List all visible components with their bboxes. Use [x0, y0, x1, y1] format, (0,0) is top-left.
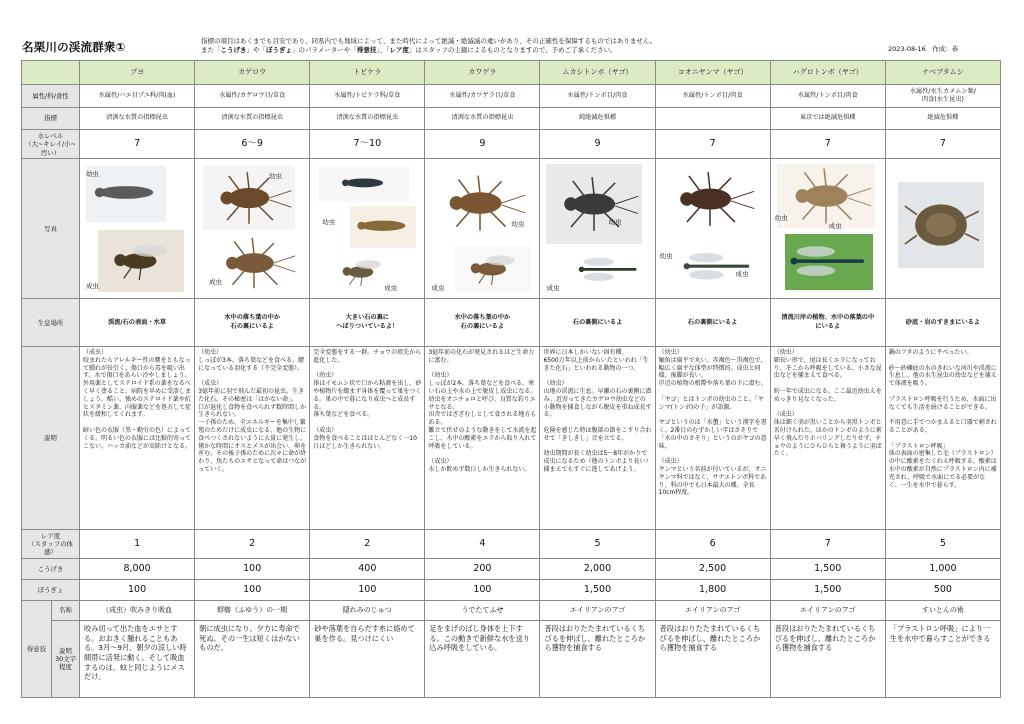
row-label-desc: 説明: [22, 347, 80, 530]
cell-water: 7: [655, 130, 770, 159]
cell-habitat: 清流川岸の植物、水中の落葉の中 にいるよ: [770, 299, 885, 347]
larva-label: 幼虫: [86, 169, 100, 178]
photo-area: [886, 162, 1000, 296]
cell-attack: 2,500: [655, 559, 770, 580]
cell-attr: 水属性/トンボ目/肉食: [770, 84, 885, 107]
larva-label: 幼虫: [269, 171, 283, 180]
cell-skill-name: 隠れみのじゅつ: [310, 600, 425, 621]
page-title: 名栗川の渓流群衆①: [22, 40, 126, 54]
cell-skill-name: うでたてふせ: [425, 600, 540, 621]
photo-area: [195, 162, 309, 296]
insect-image: [574, 248, 644, 292]
cell-defense: 1,500: [770, 579, 885, 600]
cell-habitat: 大きい石の裏に へばりついているよ！: [310, 299, 425, 347]
cell-skill-desc: 砂や落葉を自らだす糸に絡めて巣を作る。見つけにくい: [310, 621, 425, 698]
row-label-attack: こうげき: [22, 559, 80, 580]
cell-defense: 100: [195, 579, 310, 600]
photo-area: [656, 162, 770, 296]
adult-label: 成虫: [546, 283, 560, 292]
cell-skill-name: エイリアンのアゴ: [540, 600, 655, 621]
cell-attack: 400: [310, 559, 425, 580]
cell-desc: （幼虫） しっぽが3本。落ち葉などを食べる。鰓になっている羽化する（不完全変態）。 （成虫） 3億年前に羽で飛んだ最初の昆虫。生きた化石。その秘密は「はかない命」。 口が退化し食物を食べられず数時間しか生きられない。 一子孫のため、全エネルギーを集中し繁殖のためだけに成虫になる。他の生物に食べつくされないように大量に発生し、僅かな時間にオスとメスが出会い、卵を産む。その後子孫のために次々に命が終わり、魚たちのエサとなって命はつながっていく。: [195, 347, 310, 530]
cell-habitat: 石の裏側にいるよ: [540, 299, 655, 347]
species-photo: [310, 159, 425, 299]
insect-image: [318, 166, 410, 202]
cell-skill-desc: 「プラストロン呼吸」により一生を水中で暮らすことができる: [885, 621, 1000, 698]
row-label-defense: ぼうぎょ: [22, 579, 80, 600]
cell-name: カゲロウ: [195, 61, 310, 85]
disclaimer-line-2: また「こうげき」や「ぼうぎょ」のパラメーターや「得意技」、「レア度」はスタッフの主観によるものとなりますので、予めご了承ください。: [201, 46, 617, 54]
row-label-special-desc: 説明 30文字 程度: [52, 621, 80, 698]
cell-skill-desc: 咬み切って出た血をエサとする。おおきく腫れることもある。3月～9月、朝夕の涼しい時間帯に活発に動く。そして吸血するのは、蚊と同じようにメスだけ。: [80, 621, 195, 698]
row-name: [22, 61, 1001, 85]
insect-image: [209, 234, 299, 292]
cell-skill-name: （成虫）吹みきり吸血: [80, 600, 195, 621]
photo-area: [425, 162, 539, 296]
cell-defense: 100: [425, 579, 540, 600]
larva-label: 幼虫: [511, 219, 525, 228]
cell-habitat: 渓流/石の表面・水草: [80, 299, 195, 347]
cell-attr: 水属性/トンボ目/肉食: [540, 84, 655, 107]
cell-attack: 200: [425, 559, 540, 580]
insect-image: [455, 246, 531, 292]
cell-indicator: 絶滅危惧種: [885, 107, 1000, 130]
insect-image: [898, 182, 984, 268]
cell-skill-desc: 普段はおりたたまれているくちびるを伸ばし、離れたところから獲物を捕食する: [770, 621, 885, 698]
larva-label: 幼虫: [774, 213, 788, 222]
cell-water: 6～9: [195, 130, 310, 159]
cell-rare: 2: [195, 530, 310, 559]
cell-name: ナベブタムシ: [885, 61, 1000, 85]
cell-indicator: 清渕な水質の指標昆虫: [310, 107, 425, 130]
row-label-indicator: 指標: [22, 107, 80, 130]
cell-desc: 鍋のフタのように平べったい。 砂～砂礫底の水のきれいな河川や渓流に生息し、他の水生昆虫の幼虫などを捕えて体液を吸う。 プラストロン呼吸を行うため、水面に出なくても生活を続けることができる。 不用意に手でつかまえると口器で刺されることがある。 「プラストロン呼吸」 体の表面の密集した毛（プラストロン）の中に酸素をたくわえ呼吸する。酸素は水中の酸素が自然にプラストロン内に補充され、呼吸で水面にでる必要がなく、一生を水中で暮らす。: [885, 347, 1000, 530]
cell-defense: 100: [80, 579, 195, 600]
row-indicator: [22, 107, 1001, 130]
row-water: [22, 130, 1001, 159]
cell-habitat: 砂底・岩のすきまにいるよ: [885, 299, 1000, 347]
insect-image: [662, 164, 758, 234]
adult-label: 成虫: [735, 269, 749, 278]
species-photo: [540, 159, 655, 299]
species-photo: [770, 159, 885, 299]
insect-image: [98, 230, 184, 292]
adult-label: 成虫: [431, 283, 445, 292]
row-defense: [22, 579, 1001, 600]
row-label-rare: レア度 （スタッフの体感）: [22, 530, 80, 559]
cell-skill-name: エイリアンのアゴ: [770, 600, 885, 621]
row-photo: [22, 159, 1001, 299]
created-date: 2023-08-16 作成：恭: [888, 45, 959, 53]
row-rare: [22, 530, 1001, 559]
cell-indicator: 清渕な水質の指標昆虫: [425, 107, 540, 130]
cell-desc: 3億年前の化石が発見されるほど生命力に富む。 （幼虫） しっぽが2本。落ち葉などを食べる。寒い石の上や水の上で脱皮し成虫になる。幼虫をオニチョロと呼び、良質な釣りエサとなる。 田舎ではざざむしとして食される地方もある。 難立て伏せのような動きをして水流を起こし、水中の酸素をエラから取り入れて呼吸をしている。 （成虫） 水しか飲めず数日しか生きられない。: [425, 347, 540, 530]
species-photo: [885, 159, 1000, 299]
cell-skill-desc: 足をまげのばし身体を上下する。この動きで新鮮な水を送り込み呼吸をしている。: [425, 621, 540, 698]
row-attr: [22, 84, 1001, 107]
cell-skill-desc: 普段はおりたたまれているくちびるを伸ばし、離れたところから獲物を捕食する: [655, 621, 770, 698]
cell-water: 7～10: [310, 130, 425, 159]
cell-indicator: 清渕な水質の指標昆虫: [195, 107, 310, 130]
cell-name: ムカシトンボ（ヤゴ）: [540, 61, 655, 85]
insect-image: [431, 164, 529, 242]
cell-water: 7: [80, 130, 195, 159]
cell-rare: 6: [655, 530, 770, 559]
cell-indicator: 清渕な水質の指標昆虫: [80, 107, 195, 130]
cell-attr: 水属性/カゲロウ目/草食: [195, 84, 310, 107]
photo-area: [80, 162, 194, 296]
cell-desc: 世界に日本しかいない固有種。 6500万年以上前からいたといわれ「生きた化石」といわれる動物の一つ。 （幼虫） 山地の渓流に生息。早瀬の石の裏側に潜み、近寄ってきたカゲロウ幼虫などの小動物を捕食しながら脱皮を重ね成長する。 危険を感じた時は腹部の節をこすり合わせて「きしきし」音を立てる。 幼虫期間が長く幼虫は5～8年がかりで成虫になるため（他のトンボより長い）捕まえてもすぐに逃してあげよう。: [540, 347, 655, 530]
cell-water: 7: [770, 130, 885, 159]
cell-defense: 1,800: [655, 579, 770, 600]
cell-attr: 水属性/トビケラ科/草食: [310, 84, 425, 107]
cell-skill-desc: 朝に成虫になり、夕方に寿命で死ぬ。その一生は短くはかないものだ。: [195, 621, 310, 698]
row-label-attr: 属性/科/食性: [22, 84, 80, 107]
insect-image: [350, 206, 416, 248]
cell-habitat: 水中の落ち葉の中か 石の裏にいるよ: [195, 299, 310, 347]
row-skill-desc: [22, 621, 1001, 698]
adult-label: 成虫: [828, 221, 842, 230]
row-label-water: 水レベル （大~キレイ/小~汚い）: [22, 130, 80, 159]
cell-rare: 4: [425, 530, 540, 559]
cell-name: コオニヤンマ（ヤゴ）: [655, 61, 770, 85]
cell-name: カワゲラ: [425, 61, 540, 85]
cell-defense: 500: [885, 579, 1000, 600]
cell-habitat: 石の裏側にいるよ: [655, 299, 770, 347]
larva-label: 幼虫: [608, 217, 622, 226]
row-label-habitat: 生息場所: [22, 299, 80, 347]
cell-attack: 1,000: [885, 559, 1000, 580]
cell-water: 9: [540, 130, 655, 159]
cell-rare: 5: [885, 530, 1000, 559]
cell-indicator: [655, 107, 770, 130]
species-photo: [195, 159, 310, 299]
cell-skill-desc: 普段はおりたたまれているくちびるを伸ばし、離れたところから獲物を捕食する: [540, 621, 655, 698]
cell-desc: （成虫） 咬まれたらアレルギー性の塵をともなって腫れが長引く。傷口から毒を吸い出す。水で傷口をあらい冷やしましょう。 外用薬としてステロイド系の薬をなるべく早く塗ること。病院を早めに受診しましょう。酷い、強めのステロイド薬や抗ヒスタミン薬、内服薬などを処方して症状を緩和してくれます。 暗い色の衣服（黒・勤労の色）によってくる。明るい色の衣服には比較的寄ってこない。ハッカ油などが虫除けとなる。: [80, 347, 195, 530]
cell-habitat: 水中の落ち葉の中か 石の裏にいるよ: [425, 299, 540, 347]
row-habitat: [22, 299, 1001, 347]
cell-attack: 2,000: [540, 559, 655, 580]
row-label-photo: 写真: [22, 159, 80, 299]
species-photo: [80, 159, 195, 299]
cell-desc: （幼虫） 触角は扁平で丸い、赤褐色～黒褐色で、幅広く扁平な体型が特徴的。成虫と同様、後脚が長い。 岸辺の植物の根際や落ち葉の下に潜む。 「ヤゴ」とはトンボの幼虫のこと。「ヤンマ(トンボ)の子」が語源。 ヤゴというのは「水蠆」という漢字を書く。2番目のむずかしい字はさそりで「水の中のさそり」というのがヤゴの意味。 （成虫） ヤンマという名前が付いているが、オニヤンマ科ではなく、サナエトンボ科であり、科の中でも日本最大の種。全長10cm程度。: [655, 347, 770, 530]
adult-label: 成虫: [384, 283, 398, 292]
row-desc: [22, 347, 1001, 530]
cell-attack: 8,000: [80, 559, 195, 580]
adult-label: 成虫: [86, 281, 100, 290]
insect-image: [546, 164, 642, 244]
cell-desc: （幼虫） 細長い形で、尾は長くエラになっており、そこから呼吸をしている。小さな昆虫などを捕まえて食べる。 約一年で成虫になる。ここ最近幼虫えをめっきり見なくなった。 （成虫） 体は細く羽が黒いことから羽黒トンボと名付けられた。ほかのトンボのように素早く飛んだりホバリングしたりせず、チョウのようにひらひらと舞うように羽ばたく。: [770, 347, 885, 530]
larva-label: 幼虫: [659, 251, 673, 260]
species-photo: [425, 159, 540, 299]
cell-desc: 完全変態をする一群。チョウの祖先から進化した。 （幼虫） 体はイモムシ状で口から粘液を出し、砂や植物片を綴まず身体を覆って巣をつくる。巣の中で暮になり成虫へと成長する。 落ち葉などを食べる。 （成虫） 食物を食べることはほとんどなく一10日ほどしか生きられない。: [310, 347, 425, 530]
insect-image: [785, 234, 873, 290]
cell-attack: 1,500: [770, 559, 885, 580]
cell-name: ブヨ: [80, 61, 195, 85]
cell-attr: 水属性/水生カメムシ類/ 肉食(水生昆虫): [885, 84, 1000, 107]
species-table: [21, 60, 1001, 698]
cell-defense: 100: [310, 579, 425, 600]
cell-attr: 水属性/カワゲラ目/草食: [425, 84, 540, 107]
insect-image: [774, 164, 875, 228]
cell-rare: 1: [80, 530, 195, 559]
photo-area: [310, 162, 424, 296]
cell-skill-name: エイリアンのアゴ: [655, 600, 770, 621]
row-label-special: 得意技: [22, 600, 52, 698]
cell-rare: 2: [310, 530, 425, 559]
cell-water: 9: [425, 130, 540, 159]
row-skill-name: [22, 600, 1001, 621]
cell-skill-name: すいとんの術: [885, 600, 1000, 621]
cell-attack: 100: [195, 559, 310, 580]
cell-rare: 5: [540, 530, 655, 559]
cell-rare: 7: [770, 530, 885, 559]
photo-area: [540, 162, 654, 296]
species-photo: [655, 159, 770, 299]
cell-attr: 水属性/ハエ目ブユ科/肉(血): [80, 84, 195, 107]
row-label-special-name: 名称: [52, 600, 80, 621]
cell-name: ハグロトンボ（ヤゴ）: [770, 61, 885, 85]
adult-label: 成虫: [209, 277, 223, 286]
cell-indicator: 純絶滅危惧種: [540, 107, 655, 130]
header-corner: [22, 61, 80, 85]
larva-label: 幼虫: [322, 217, 336, 226]
cell-skill-name: 蜉蝣（ふゆう）の一期: [195, 600, 310, 621]
cell-attr: 水属性/トンボ目/肉食: [655, 84, 770, 107]
insect-image: [676, 242, 760, 292]
photo-area: [771, 162, 885, 296]
cell-defense: 1,500: [540, 579, 655, 600]
cell-indicator: 東京では絶滅危惧種: [770, 107, 885, 130]
row-attack: [22, 559, 1001, 580]
cell-water: 7: [885, 130, 1000, 159]
cell-name: トビケラ: [310, 61, 425, 85]
disclaimer-line-1: 指標の項目はあくまでも目安であり、同県内でも地域によって、また時代によって絶滅・絶滅滅の違いがあり、その正確性を保障するものではありません。: [201, 37, 657, 45]
